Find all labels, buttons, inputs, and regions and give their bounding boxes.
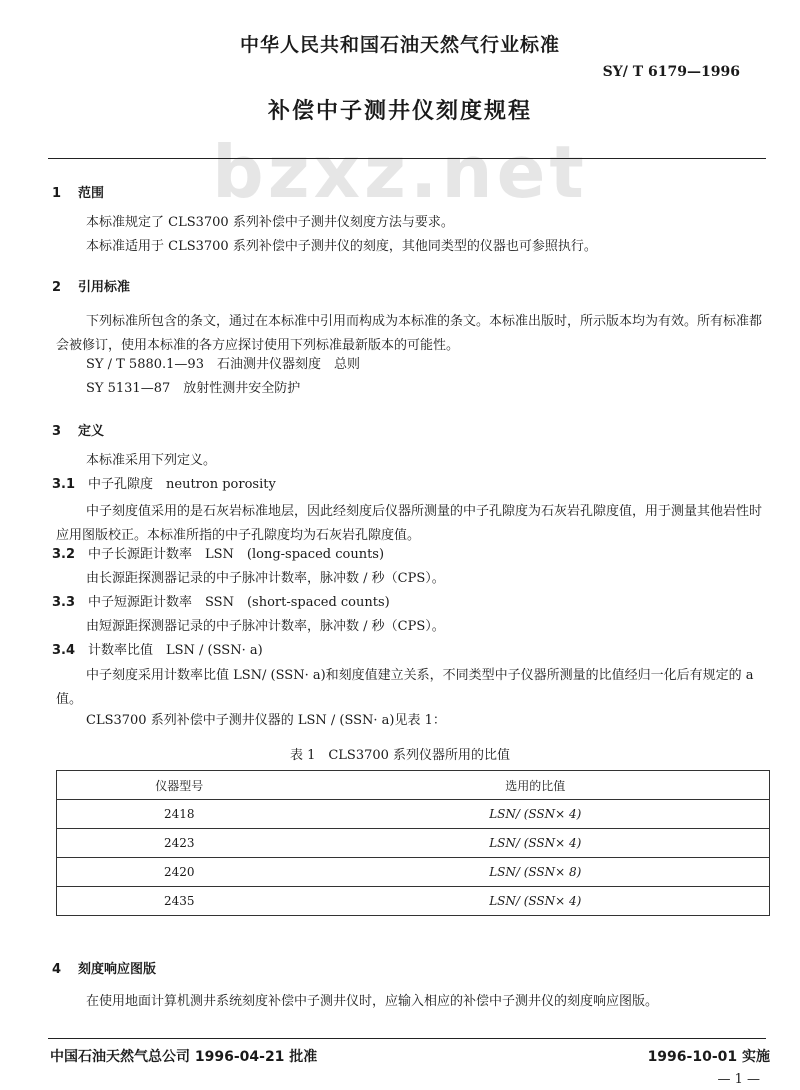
ratio-table xyxy=(56,770,770,916)
definition-text: 由长源距探测器记录的中子脉冲计数率，脉冲数 / 秒（CPS）。 xyxy=(86,571,445,586)
section-3-heading xyxy=(52,420,104,439)
definition-text: 中子刻度采用计数率比值 LSN/ (SSN· a)和刻度值建立关系，不同类型中子仪器所测量的比值经归一化后有规定的 a 值。 xyxy=(56,668,754,707)
issuing-body-title: 中华人民共和国石油天然气行业标准 xyxy=(239,34,560,56)
definition-heading xyxy=(52,594,390,612)
definition-term: 中子短源距计数率 SSN (short-spaced counts) xyxy=(88,595,390,610)
subsection-number: 3.3 xyxy=(52,595,76,610)
table-header-row xyxy=(57,771,770,800)
ratio-cell: LSN/ (SSN× 4) xyxy=(302,829,770,858)
definition-heading xyxy=(52,546,384,564)
model-cell: 2423 xyxy=(57,829,302,858)
section-number: 2 xyxy=(52,280,62,295)
section-number: 1 xyxy=(52,186,62,201)
approval-line: 中国石油天然气总公司 1996-04-21 批准 xyxy=(50,1049,318,1065)
table-reference: CLS3700 系列补偿中子测井仪器的 LSN / (SSN· a)见表 1： xyxy=(86,713,446,728)
definition-term: 中子孔隙度 neutron porosity xyxy=(88,477,276,492)
definition-term: 计数率比值 LSN / (SSN· a) xyxy=(88,643,263,658)
definition-term: 中子长源距计数率 LSN (long-spaced counts) xyxy=(88,547,385,562)
model-cell: 2435 xyxy=(57,887,302,916)
model-cell: 2418 xyxy=(57,800,302,829)
reference-item: SY / T 5880.1—93 石油测井仪器刻度 总则 xyxy=(86,357,360,372)
paragraph: 本标准适用于 CLS3700 系列补偿中子测井仪的刻度，其他同类型的仪器也可参照执行。 xyxy=(86,239,597,254)
subsection-number: 3.1 xyxy=(52,477,76,492)
table-row xyxy=(57,858,770,887)
section-1-heading xyxy=(52,182,104,201)
paragraph: 本标准规定了 CLS3700 系列补偿中子测井仪刻度方法与要求。 xyxy=(86,215,454,230)
table-row xyxy=(57,800,770,829)
watermark: bzxz.net xyxy=(212,130,588,214)
section-title: 引用标准 xyxy=(78,280,131,295)
ratio-cell: LSN/ (SSN× 8) xyxy=(302,858,770,887)
page-number: — 1 — xyxy=(717,1072,760,1087)
table-row xyxy=(57,887,770,916)
table-caption: 表 1 CLS3700 系列仪器所用的比值 xyxy=(289,748,511,763)
ratio-cell: LSN/ (SSN× 4) xyxy=(302,800,770,829)
paragraph: 下列标准所包含的条文，通过在本标准中引用而构成为本标准的条文。本标准出版时，所示版本均为有效。所有标准都会被修订，使用本标准的各方应探讨使用下列标准最新版本的可能性。 xyxy=(56,314,763,353)
section-4-heading xyxy=(52,958,156,977)
definition-text: 由短源距探测器记录的中子脉冲计数率，脉冲数 / 秒（CPS）。 xyxy=(86,619,445,634)
section-title: 定义 xyxy=(78,424,105,439)
table-row xyxy=(57,829,770,858)
column-header-ratio: 选用的比值 xyxy=(302,771,770,800)
definition-text: 中子刻度值采用的是石灰岩标准地层，因此经刻度后仪器所测量的中子孔隙度为石灰岩孔隙度值，用于测量其他岩性时应用图版校正。本标准所指的中子孔隙度均为石灰岩孔隙度值。 xyxy=(56,504,763,543)
model-cell: 2420 xyxy=(57,858,302,887)
subsection-number: 3.2 xyxy=(52,547,76,562)
reference-item: SY 5131—87 放射性测井安全防护 xyxy=(86,381,301,396)
ratio-cell: LSN/ (SSN× 4) xyxy=(302,887,770,916)
header-rule xyxy=(48,158,766,159)
definition-heading xyxy=(52,476,276,494)
paragraph: 本标准采用下列定义。 xyxy=(86,453,217,468)
section-title: 刻度响应图版 xyxy=(78,962,157,977)
definition-heading xyxy=(52,642,263,660)
section-number: 4 xyxy=(52,962,62,977)
paragraph: 在使用地面计算机测井系统刻度补偿中子测井仪时，应输入相应的补偿中子测井仪的刻度响应图版。 xyxy=(86,994,659,1009)
section-number: 3 xyxy=(52,424,62,439)
standard-number: SY/ T 6179—1996 xyxy=(602,64,740,80)
section-2-heading xyxy=(52,276,130,295)
footer-rule xyxy=(48,1038,766,1039)
effective-date: 1996-10-01 实施 xyxy=(647,1049,770,1065)
subsection-number: 3.4 xyxy=(52,643,76,658)
document-title: 补偿中子测井仪刻度规程 xyxy=(267,99,532,124)
column-header-model: 仪器型号 xyxy=(57,771,302,800)
section-title: 范围 xyxy=(78,186,105,201)
